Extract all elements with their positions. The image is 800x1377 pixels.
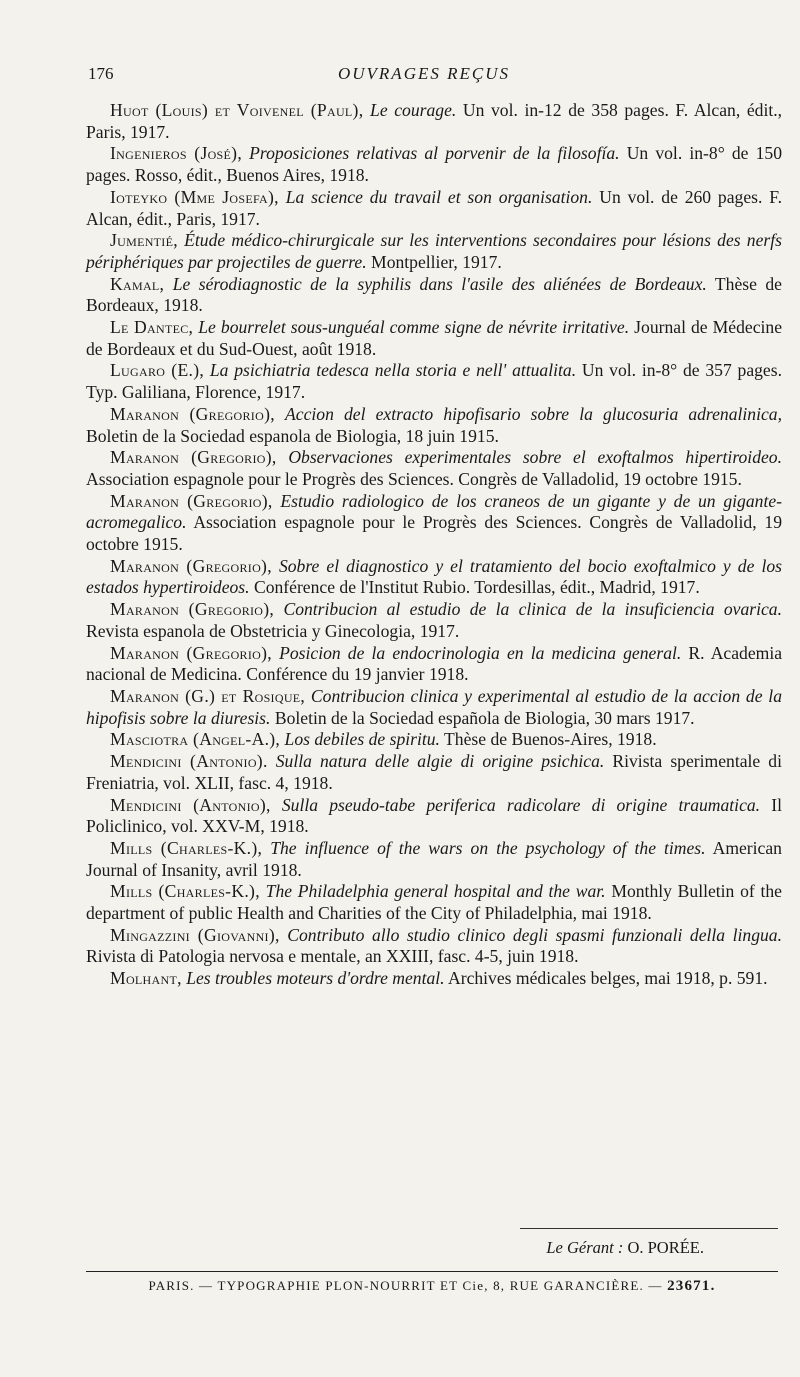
- entry-publication: Un vol. in-8° de 357 pages. Typ. Galiliana, Florence, 1917.: [86, 360, 782, 403]
- bibliography-entry: [86, 360, 782, 403]
- entry-author: Kamal,: [110, 273, 165, 294]
- bibliography-entry: [86, 100, 782, 143]
- entry-title: La psichiatria tedesca nella storia e nell' attualita.: [209, 360, 577, 381]
- entry-author: Mills (Charles-K.),: [110, 837, 263, 858]
- entry-title: Sulla natura delle algie di origine psichica.: [275, 751, 605, 772]
- bibliography-entry: [86, 404, 782, 447]
- bibliography-entry: [86, 686, 782, 729]
- running-title: OUVRAGES REÇUS: [337, 64, 510, 83]
- signature-label: Le Gérant :: [546, 1238, 624, 1257]
- bibliography-entry: [86, 925, 782, 968]
- entry-title: Étude médico-chirurgicale sur les interventions secondaires pour lésions des nerfs périphériques par projectiles de guerre.: [86, 230, 782, 272]
- entry-publication: Un vol. in-12 de 358 pages. F. Alcan, édit., Paris, 1917.: [86, 100, 783, 142]
- entry-author: Mendicini (Antonio),: [110, 794, 271, 815]
- entry-publication: Montpellier, 1917.: [371, 251, 502, 272]
- entry-author: Lugaro (E.),: [110, 360, 205, 381]
- printer-imprint: [86, 1278, 778, 1295]
- printer-number: 23671.: [667, 1278, 716, 1294]
- bibliography-entry: [86, 729, 782, 751]
- entry-publication: Thèse de Buenos-Aires, 1918.: [444, 729, 657, 750]
- entry-title: Le sérodiagnostic de la syphilis dans l'asile des aliénées de Bordeaux.: [172, 273, 707, 294]
- entry-publication: Rivista sperimentale di Freniatria, vol. XLII, fasc. 4, 1918.: [86, 751, 782, 793]
- bibliography-entry: [86, 274, 782, 317]
- entry-title: Les troubles moteurs d'ordre mental.: [186, 968, 445, 989]
- entry-publication: Un vol. in-8° de 150 pages. Rosso, édit., Buenos Aires, 1918.: [86, 143, 782, 186]
- entry-author: Maranon (Gregorio),: [110, 403, 275, 424]
- entry-author: Maranon (Gregorio),: [110, 599, 275, 620]
- entry-publication: Archives médicales belges, mai 1918, p. 591.: [448, 968, 768, 989]
- bibliography-entry: [86, 881, 782, 924]
- entry-title: Estudio radiologico de los craneos de un gigante y de un gigante-acromegalico.: [86, 490, 782, 533]
- signature-rule: [520, 1228, 778, 1229]
- entry-title: Los debiles de spiritu.: [284, 729, 440, 750]
- entry-title: Sobre el diagnostico y el tratamiento del bocio exoftalmico y de los estados hypertiroideos.: [86, 555, 782, 598]
- entry-author: Molhant,: [110, 968, 182, 989]
- entry-author: Mingazzini (Giovanni),: [110, 924, 280, 945]
- entry-publication: Boletin de la Sociedad espanola de Biologia, 18 juin 1915.: [86, 425, 499, 446]
- entry-author: Ioteyko (Mme Josefa),: [110, 186, 279, 207]
- signature-name: O. PORÉE.: [627, 1238, 704, 1257]
- entry-author: Huot (Louis) et Voivenel (Paul),: [110, 100, 364, 120]
- entry-author: Mills (Charles-K.),: [110, 881, 260, 902]
- entry-title: Le courage.: [370, 100, 457, 120]
- bibliography-entry: [86, 556, 782, 599]
- bibliography-entry: [86, 447, 782, 490]
- entry-author: Masciotra (Angel-A.),: [110, 729, 281, 750]
- bibliography-entry: [86, 795, 782, 838]
- entry-title: The influence of the wars on the psychology of the times.: [270, 837, 706, 858]
- entry-title: La science du travail et son organisation.: [285, 186, 593, 207]
- entry-author: Maranon (Gregorio),: [110, 642, 272, 663]
- entry-publication: Conférence de l'Institut Rubio. Tordesillas, édit., Madrid, 1917.: [253, 577, 700, 598]
- bibliography-entry: [86, 599, 782, 642]
- entry-title: Observaciones experimentales sobre el exoftalmos hipertiroideo.: [288, 447, 782, 468]
- entry-publication: Boletin de la Sociedad española de Biologia, 30 mars 1917.: [274, 707, 695, 728]
- bibliography-entry: [86, 643, 782, 686]
- bibliography-entry: [86, 143, 782, 186]
- bibliography-entry: [86, 317, 782, 360]
- entry-title: The Philadelphia general hospital and the war.: [265, 881, 606, 902]
- entry-author: Maranon (Gregorio),: [110, 447, 277, 468]
- entry-publication: Revista espanola de Obstetricia y Ginecologia, 1917.: [86, 620, 460, 641]
- bibliography-entry: [86, 187, 782, 230]
- bibliography-entry: [86, 230, 782, 273]
- page-header: [88, 64, 760, 88]
- signature: [546, 1238, 704, 1258]
- bibliography-entry: [86, 491, 782, 556]
- entry-publication: Il Policlinico, vol. XXV-M, 1918.: [86, 794, 782, 837]
- entry-title: Contributo allo studio clinico degli spasmi funzionali della lingua.: [287, 924, 782, 945]
- entry-author: Le Dantec,: [110, 317, 194, 338]
- entry-author: Ingenieros (José),: [110, 143, 243, 164]
- entry-title: Accion del extracto hipofisario sobre la glucosuria adrenalinica,: [285, 403, 782, 424]
- entry-publication: Thèse de Bordeaux, 1918.: [86, 273, 782, 316]
- entry-title: Contribucion al estudio de la clinica de la insuficiencia ovarica.: [283, 599, 783, 620]
- received-works-list: [86, 100, 782, 990]
- entry-title: Contribucion clinica y experimental al estudio de la accion de la hipofisis sobre la diuresis.: [86, 685, 782, 728]
- entry-author: Maranon (G.) et Rosique,: [110, 685, 306, 706]
- bibliography-entry: [86, 838, 782, 881]
- entry-publication: R. Academia nacional de Medicina. Conférence du 19 janvier 1918.: [86, 642, 783, 685]
- entry-publication: American Journal of Insanity, avril 1918.: [86, 837, 782, 880]
- entry-title: Sulla pseudo-tabe periferica radicolare di origine traumatica.: [281, 794, 761, 815]
- entry-publication: Monthly Bulletin of the department of public Health and Charities of the City of Philadelphia, mai 1918.: [86, 881, 782, 924]
- page-number: 176: [88, 64, 114, 83]
- entry-title: Proposiciones relativas al porvenir de la filosofía.: [249, 143, 620, 164]
- entry-publication: Un vol. de 260 pages. F. Alcan, édit., Paris, 1917.: [86, 186, 782, 229]
- entry-publication: Association espagnole pour le Progrès des Sciences. Congrès de Valladolid, 19 octobre 1915.: [86, 512, 782, 555]
- entry-author: Maranon (Gregorio),: [110, 555, 272, 576]
- bibliography-entry: [86, 751, 782, 794]
- entry-title: Le bourrelet sous-unguéal comme signe de névrite irritative.: [198, 317, 630, 338]
- entry-author: Mendicini (Antonio).: [110, 751, 268, 772]
- entry-title: Posicion de la endocrinologia en la medicina general.: [279, 642, 682, 663]
- entry-publication: Rivista di Patologia nervosa e mentale, an XXIII, fasc. 4-5, juin 1918.: [86, 946, 579, 967]
- bibliography-entry: [86, 968, 782, 990]
- entry-publication: Association espagnole pour le Progrès des Sciences. Congrès de Valladolid, 19 octobre 1915.: [86, 468, 742, 489]
- footer-rule: [86, 1271, 778, 1272]
- entry-publication: Journal de Médecine de Bordeaux et du Sud-Ouest, août 1918.: [86, 317, 783, 359]
- entry-author: Jumentié,: [110, 230, 178, 251]
- entry-author: Maranon (Gregorio),: [110, 490, 273, 511]
- printer-text: PARIS. — TYPOGRAPHIE PLON-NOURRIT ET Cie, 8, RUE GARANCIÈRE. —: [148, 1278, 663, 1293]
